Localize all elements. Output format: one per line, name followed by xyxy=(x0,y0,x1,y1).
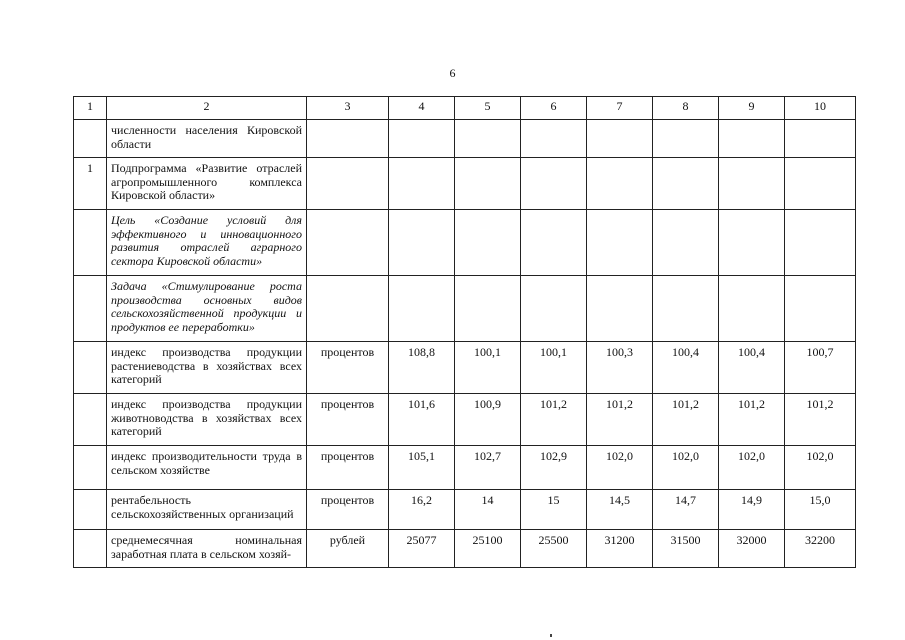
value-cell: 102,9 xyxy=(521,446,587,490)
value-cell xyxy=(455,158,521,210)
unit-cell xyxy=(307,158,389,210)
row-number-cell xyxy=(74,276,107,342)
indicator-name-cell: Цель «Создание условий для эффективного и инновационного развития отраслей аграрного сектора Кировской области» xyxy=(107,210,307,276)
value-cell: 100,9 xyxy=(455,394,521,446)
value-cell: 25077 xyxy=(389,530,455,568)
table-row xyxy=(74,394,856,446)
value-cell: 14,9 xyxy=(719,490,785,530)
indicator-name-cell: индекс производства продукции растениеводства в хозяйствах всех категорий xyxy=(107,342,307,394)
value-cell xyxy=(587,158,653,210)
value-cell: 101,2 xyxy=(587,394,653,446)
header-cell: 8 xyxy=(653,97,719,120)
value-cell xyxy=(521,276,587,342)
value-cell xyxy=(587,120,653,158)
value-cell: 15 xyxy=(521,490,587,530)
header-cell: 2 xyxy=(107,97,307,120)
value-cell xyxy=(785,158,856,210)
value-cell xyxy=(587,276,653,342)
indicator-name-cell: численности населения Кировской области xyxy=(107,120,307,158)
value-cell xyxy=(455,120,521,158)
header-cell: 1 xyxy=(74,97,107,120)
value-cell: 102,0 xyxy=(719,446,785,490)
unit-cell: рублей xyxy=(307,530,389,568)
row-number-cell xyxy=(74,210,107,276)
header-cell: 7 xyxy=(587,97,653,120)
row-number-cell xyxy=(74,446,107,490)
value-cell xyxy=(653,120,719,158)
value-cell: 100,4 xyxy=(653,342,719,394)
value-cell xyxy=(389,158,455,210)
row-number-cell xyxy=(74,342,107,394)
value-cell: 16,2 xyxy=(389,490,455,530)
value-cell xyxy=(719,276,785,342)
row-number-cell xyxy=(74,490,107,530)
table-row xyxy=(74,158,856,210)
page-number: 6 xyxy=(449,66,456,80)
row-number-cell xyxy=(74,530,107,568)
row-number-cell: 1 xyxy=(74,158,107,210)
scan-mark xyxy=(550,634,552,637)
value-cell xyxy=(521,210,587,276)
value-cell: 102,7 xyxy=(455,446,521,490)
unit-cell xyxy=(307,276,389,342)
value-cell xyxy=(785,276,856,342)
value-cell: 100,3 xyxy=(587,342,653,394)
unit-cell: процентов xyxy=(307,490,389,530)
value-cell xyxy=(521,158,587,210)
indicator-name-cell: индекс производства продукции животноводства в хозяйствах всех категорий xyxy=(107,394,307,446)
table-row xyxy=(74,490,856,530)
table-row xyxy=(74,120,856,158)
header-cell: 5 xyxy=(455,97,521,120)
value-cell: 102,0 xyxy=(653,446,719,490)
value-cell: 101,2 xyxy=(521,394,587,446)
value-cell xyxy=(455,276,521,342)
value-cell: 102,0 xyxy=(587,446,653,490)
indicator-name-cell: среднемесячная номинальная заработная плата в сельском хозяй- xyxy=(107,530,307,568)
header-cell: 9 xyxy=(719,97,785,120)
value-cell: 101,2 xyxy=(785,394,856,446)
value-cell xyxy=(389,276,455,342)
indicator-name-cell: Подпрограмма «Развитие отраслей агропромышленного комплекса Кировской области» xyxy=(107,158,307,210)
header-cell: 10 xyxy=(785,97,856,120)
value-cell: 32000 xyxy=(719,530,785,568)
unit-cell: процентов xyxy=(307,394,389,446)
value-cell: 14 xyxy=(455,490,521,530)
table-row xyxy=(74,276,856,342)
value-cell: 105,1 xyxy=(389,446,455,490)
table-row xyxy=(74,446,856,490)
value-cell: 102,0 xyxy=(785,446,856,490)
indicators-table xyxy=(73,96,856,568)
value-cell xyxy=(719,158,785,210)
table-header-row xyxy=(74,97,856,120)
unit-cell: процентов xyxy=(307,446,389,490)
value-cell xyxy=(653,276,719,342)
unit-cell xyxy=(307,120,389,158)
value-cell xyxy=(785,120,856,158)
value-cell xyxy=(521,120,587,158)
row-number-cell xyxy=(74,120,107,158)
value-cell: 31200 xyxy=(587,530,653,568)
value-cell: 108,8 xyxy=(389,342,455,394)
value-cell: 100,4 xyxy=(719,342,785,394)
value-cell xyxy=(389,120,455,158)
header-cell: 6 xyxy=(521,97,587,120)
value-cell: 14,5 xyxy=(587,490,653,530)
value-cell xyxy=(389,210,455,276)
indicator-name-cell: Задача «Стимулирование роста производства основных видов сельскохозяйственной продукции и продуктов ее переработки» xyxy=(107,276,307,342)
value-cell: 14,7 xyxy=(653,490,719,530)
unit-cell xyxy=(307,210,389,276)
indicator-name-cell: индекс производительности труда в сельском хозяйстве xyxy=(107,446,307,490)
value-cell xyxy=(719,120,785,158)
table-row xyxy=(74,530,856,568)
value-cell: 25100 xyxy=(455,530,521,568)
value-cell xyxy=(455,210,521,276)
unit-cell: процентов xyxy=(307,342,389,394)
value-cell: 32200 xyxy=(785,530,856,568)
value-cell: 100,1 xyxy=(521,342,587,394)
value-cell xyxy=(587,210,653,276)
indicator-name-cell: рентабельность сельскохозяйственных организаций xyxy=(107,490,307,530)
header-cell: 4 xyxy=(389,97,455,120)
value-cell xyxy=(719,210,785,276)
value-cell: 101,2 xyxy=(719,394,785,446)
value-cell: 31500 xyxy=(653,530,719,568)
header-cell: 3 xyxy=(307,97,389,120)
value-cell: 100,7 xyxy=(785,342,856,394)
table-row xyxy=(74,342,856,394)
table-row xyxy=(74,210,856,276)
value-cell: 100,1 xyxy=(455,342,521,394)
value-cell: 101,6 xyxy=(389,394,455,446)
value-cell xyxy=(653,158,719,210)
row-number-cell xyxy=(74,394,107,446)
value-cell: 101,2 xyxy=(653,394,719,446)
value-cell: 15,0 xyxy=(785,490,856,530)
value-cell xyxy=(785,210,856,276)
value-cell xyxy=(653,210,719,276)
value-cell: 25500 xyxy=(521,530,587,568)
